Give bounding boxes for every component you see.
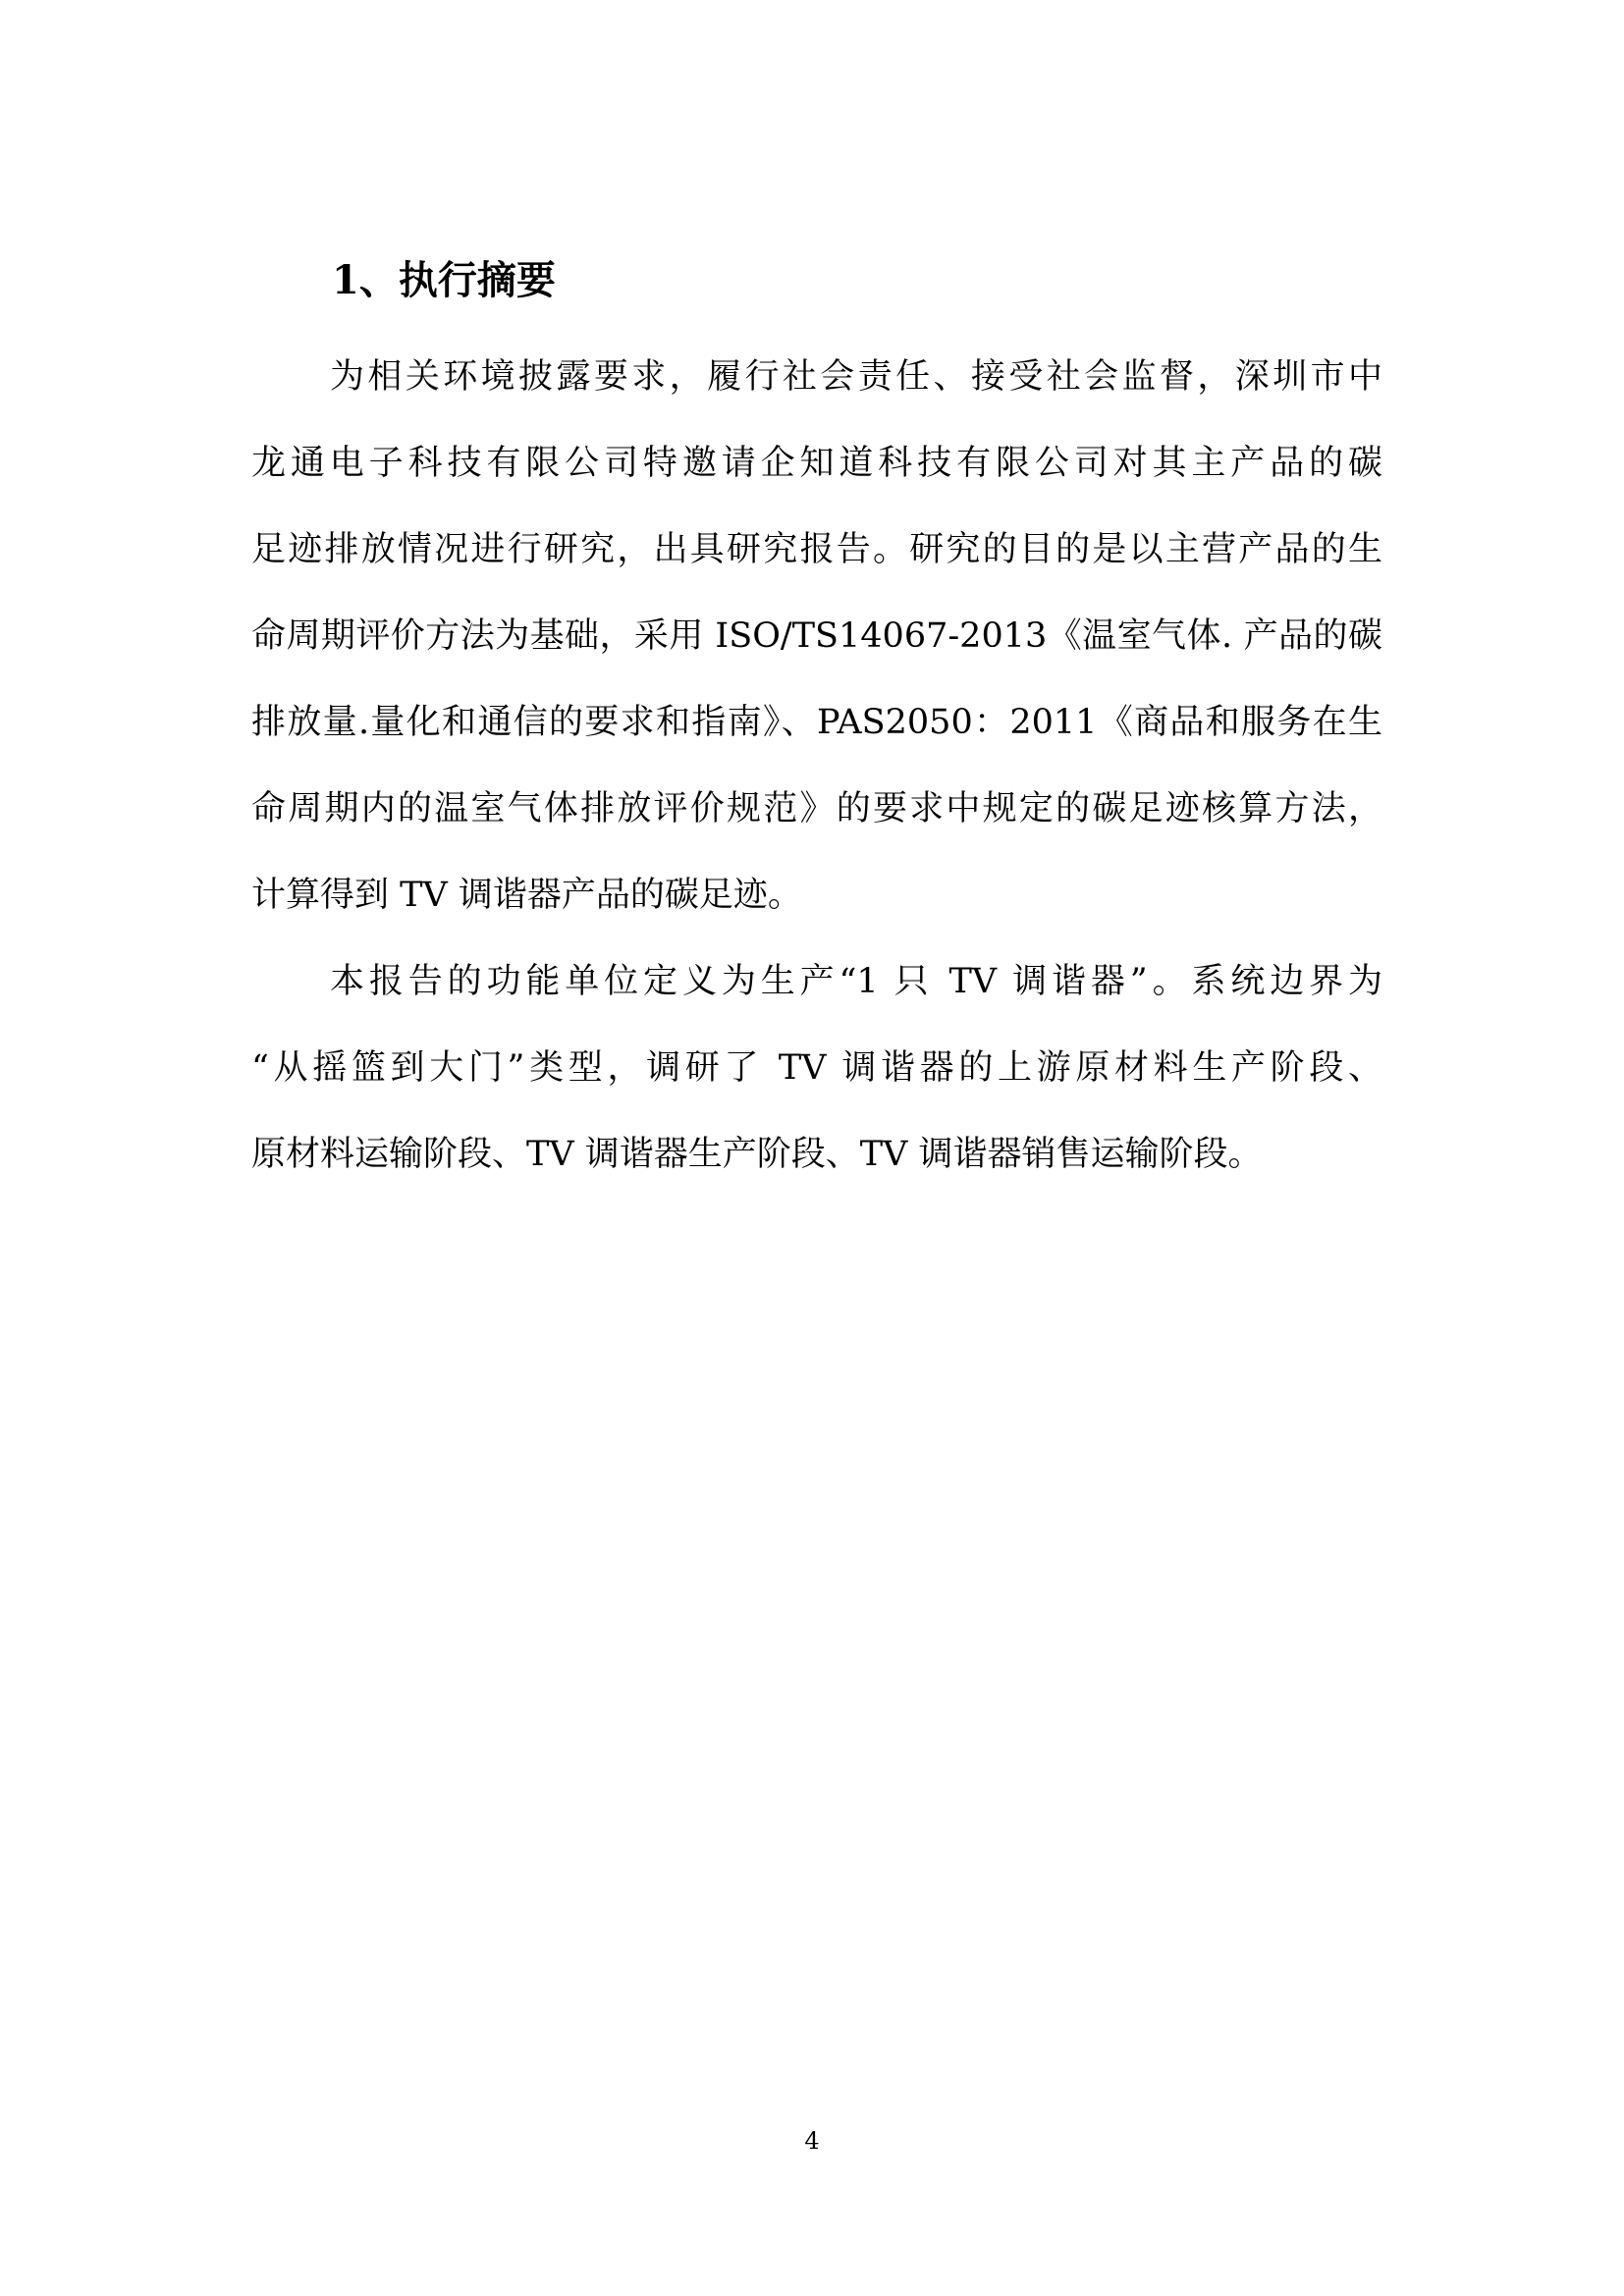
paragraph-line: 为相关环境披露要求，履行社会责任、接受社会监督，深圳市中: [330, 357, 1382, 397]
paragraph-line: 原材料运输阶段、TV 调谐器生产阶段、TV 调谐器销售运输阶段。: [251, 1135, 1263, 1174]
page-number: 4: [804, 2127, 820, 2155]
paragraph-line: 命周期评价方法为基础，采用 ISO/TS14067-2013《温室气体. 产品的碳: [251, 616, 1382, 656]
paragraph-line: 命周期内的温室气体排放评价规范》的要求中规定的碳足迹核算方法，: [251, 789, 1382, 828]
paragraph-line: 足迹排放情况进行研究，出具研究报告。研究的目的是以主营产品的生: [251, 530, 1382, 569]
paragraph-line: 龙通电子科技有限公司特邀请企知道科技有限公司对其主产品的碳: [251, 444, 1382, 483]
section-heading: 1、执行摘要: [332, 257, 556, 303]
paragraph-line: 计算得到 TV 调谐器产品的碳足迹。: [251, 876, 802, 915]
paragraph-line: “从摇篮到大门”类型，调研了 TV 调谐器的上游原材料生产阶段、: [251, 1048, 1382, 1088]
paragraph-line: 排放量.量化和通信的要求和指南》、PAS2050：2011《商品和服务在生: [251, 703, 1382, 742]
paragraph-line: 本报告的功能单位定义为生产“1 只 TV 调谐器”。系统边界为: [330, 962, 1382, 1001]
